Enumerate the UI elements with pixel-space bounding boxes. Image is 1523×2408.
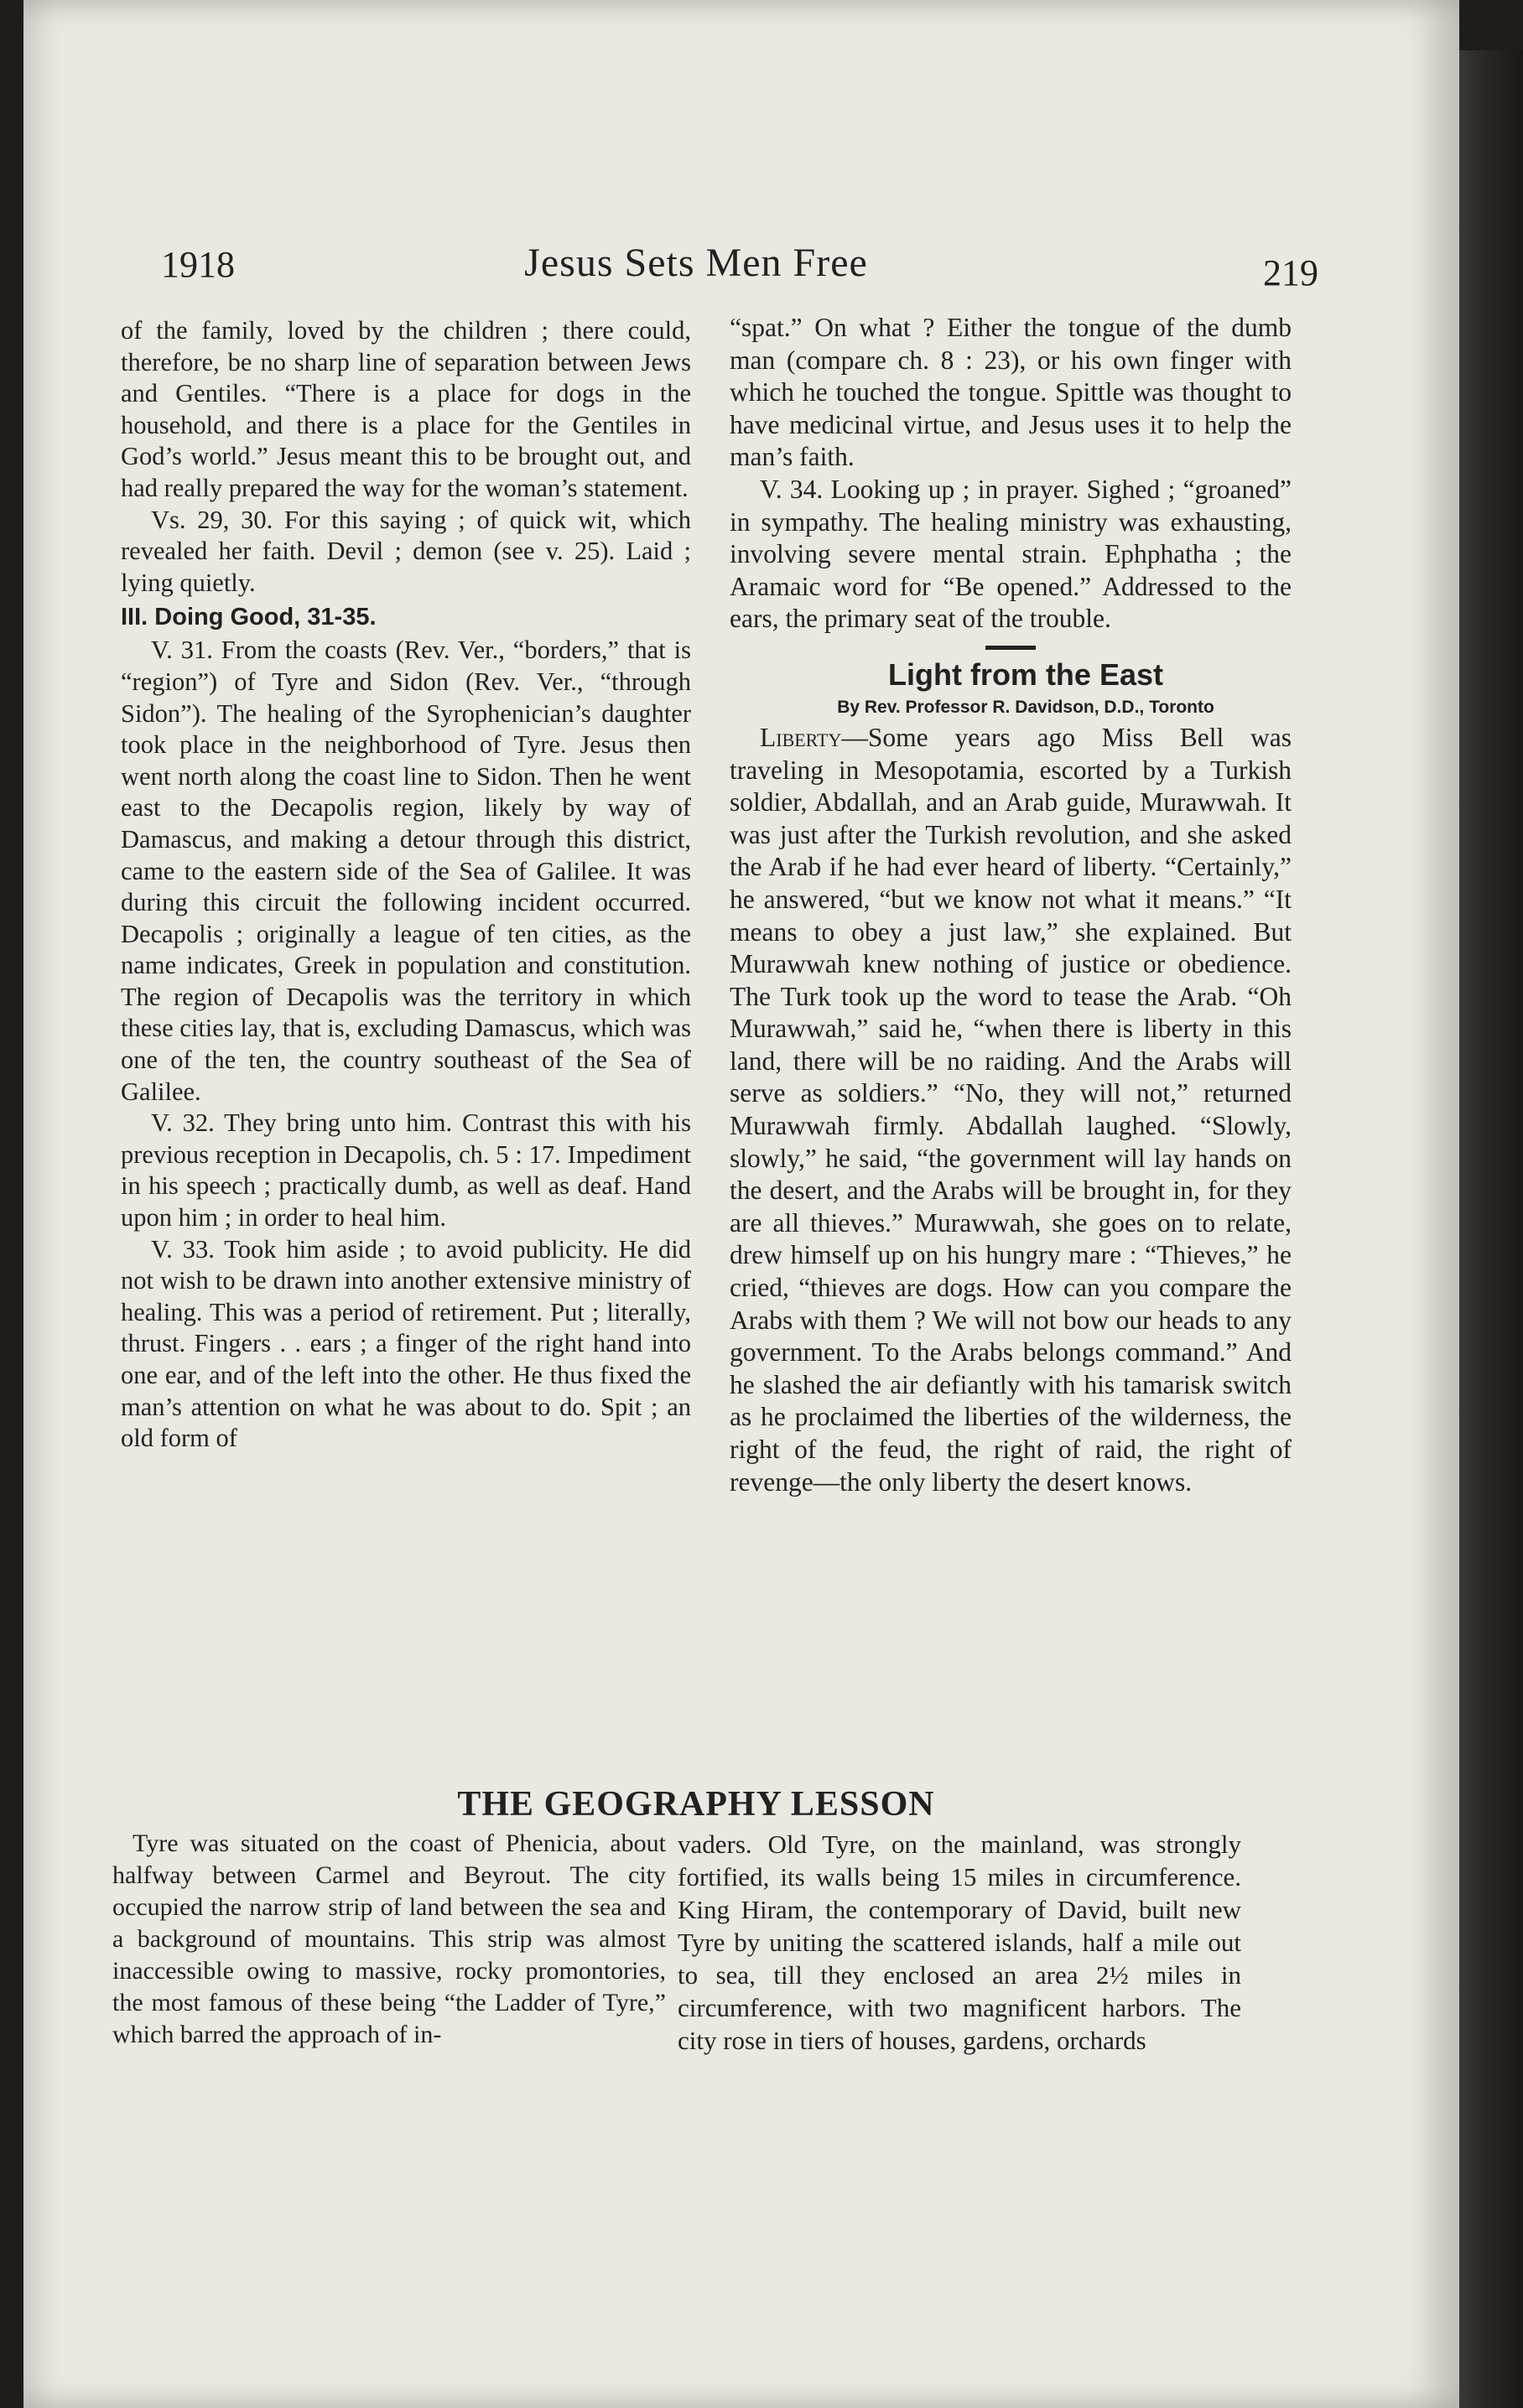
paragraph: V. 33. Took him aside ; to avoid publicity. He did not wish to be drawn into another extensive ministry of healing. This was a period of retirement. Put ; literally, thrust. Fingers . . ears ; a finger of the right hand into one ear, and of the left into the other. He thus fixed the man’s attention on what he was about to do. Spit ; an old form of [121,1234,691,1453]
paragraph: Tyre was situated on the coast of Phenicia, about halfway between Carmel and Beyrout. The city occupied the narrow strip of land between the sea and a background of mountains. This strip was almost inaccessible owing to massive, rocky promontories, the most famous of these being “the Ladder of Tyre,” which barred the approach of in- [112,1829,666,2048]
paragraph: Vs. 29, 30. For this saying ; of quick wit, which revealed her faith. Devil ; demon (see v. 25). Laid ; lying quietly. [121,505,691,597]
page-number: 219 [1263,252,1318,293]
running-header [84,241,1318,302]
byline: By Rev. Professor R. Davidson, D.D., Toronto [837,697,1214,717]
paragraph: “spat.” On what ? Either the tongue of the dumb man (compare ch. 8 : 23), or his own finger with which he touched the tongue. Spittle was thought to have medicinal virtue, and Jesus uses it to help the man’s faith. [730,313,1292,472]
section-heading: III. Doing Good, 31-35. [121,604,377,631]
book-edge [1459,50,1523,2408]
geography-left-column [112,1828,666,2051]
right-column [730,312,1292,1498]
paragraph: V. 31. From the coasts (Rev. Ver., “borders,” that is “region”) of Tyre and Sidon (Rev. Ver., “through Sidon”). The healing of the Syrophenician’s daughter took place in the neighborhood of Tyre. Jesus then went north along the coast line to Sidon. Then he went east to the Decapolis region, likely by way of Damascus, and making a detour through this district, came to the eastern side of the Sea of Galilee. It was during this circuit the following incident occurred. Decapolis ; originally a league of ten cities, as the name indicates, Greek in population and constitution. The region of Decapolis was the territory in which these cities lay, that is, excluding Damascus, which was one of the ten, the country southeast of the Sea of Galilee. [121,636,691,1106]
left-column [121,315,691,1455]
section-title: Light from the East [887,656,1163,692]
header-year: 1918 [161,244,235,285]
paragraph: vaders. Old Tyre, on the mainland, was strongly fortified, its walls being 15 miles in circumference. King Hiram, the contemporary of David, built new Tyre by uniting the scattered islands, half a mile out to sea, till they enclosed an area 2½ miles in circumference, with two magnificent harbors. The city rose in tiers of houses, gardens, orchards [678,1829,1241,2055]
paragraph: V. 32. They bring unto him. Contrast this with his previous reception in Decapolis, ch. 5 : 17. Impediment in his speech ; practically dumb, as well as deaf. Hand upon him ; in order to heal him. [121,1108,691,1233]
paragraph: of the family, loved by the children ; there could, therefore, be no sharp line of separation between Jews and Gentiles. “There is a place for dogs in the household, and there is a place for the Gentiles in God’s world.” Jesus meant this to be brought out, and had really prepared the way for the woman’s statement. [121,316,691,502]
section-divider [985,646,1036,650]
paragraph-text: —Some years ago Miss Bell was traveling in Mesopotamia, escorted by a Turkish soldier, Abdallah, and an Arab guide, Murawwah. It was just after the Turkish revolution, and she asked the Arab if he had ever heard of liberty. “Certainly,” he answered, “but we know not what it means.” “It means to obey a just law,” she explained. But Murawwah knew nothing of justice or obedience. The Turk took up the word to tease the Arab. “Oh Murawwah,” said he, “when there is liberty in this land, there will be no raiding. And the Arabs will serve as soldiers.” “No, they will not,” returned Murawwah firmly. Abdallah laughed. “Slowly, slowly,” he said, “the government will lay hands on the desert, and the Arabs will be brought in, for they are all thieves.” Murawwah, she goes on to relate, drew himself up on his hungry mare : “Thieves,” he cried, “thieves are dogs. How can you compare the Arabs with them ? We will not bow our heads to any government. To the Arabs belongs command.” And he slashed the air defiantly with his tamarisk switch as he proclaimed the liberties of the wilderness, the right of the feud, the right of raid, the right of revenge—the only liberty the desert knows. [730,722,1292,1497]
geography-title: THE GEOGRAPHY LESSON [457,1785,935,1824]
header-title: Jesus Sets Men Free [524,241,868,285]
geography-right-column [678,1828,1241,2057]
lead-word: Liberty [760,722,842,752]
paragraph: V. 34. Looking up ; in prayer. Sighed ; “groaned” in sympathy. The healing ministry was exhausting, involving severe mental strain. Ephphatha ; the Aramaic word for “Be opened.” Addressed to the ears, the primary seat of the trouble. [730,474,1292,634]
paragraph [730,722,1292,1498]
